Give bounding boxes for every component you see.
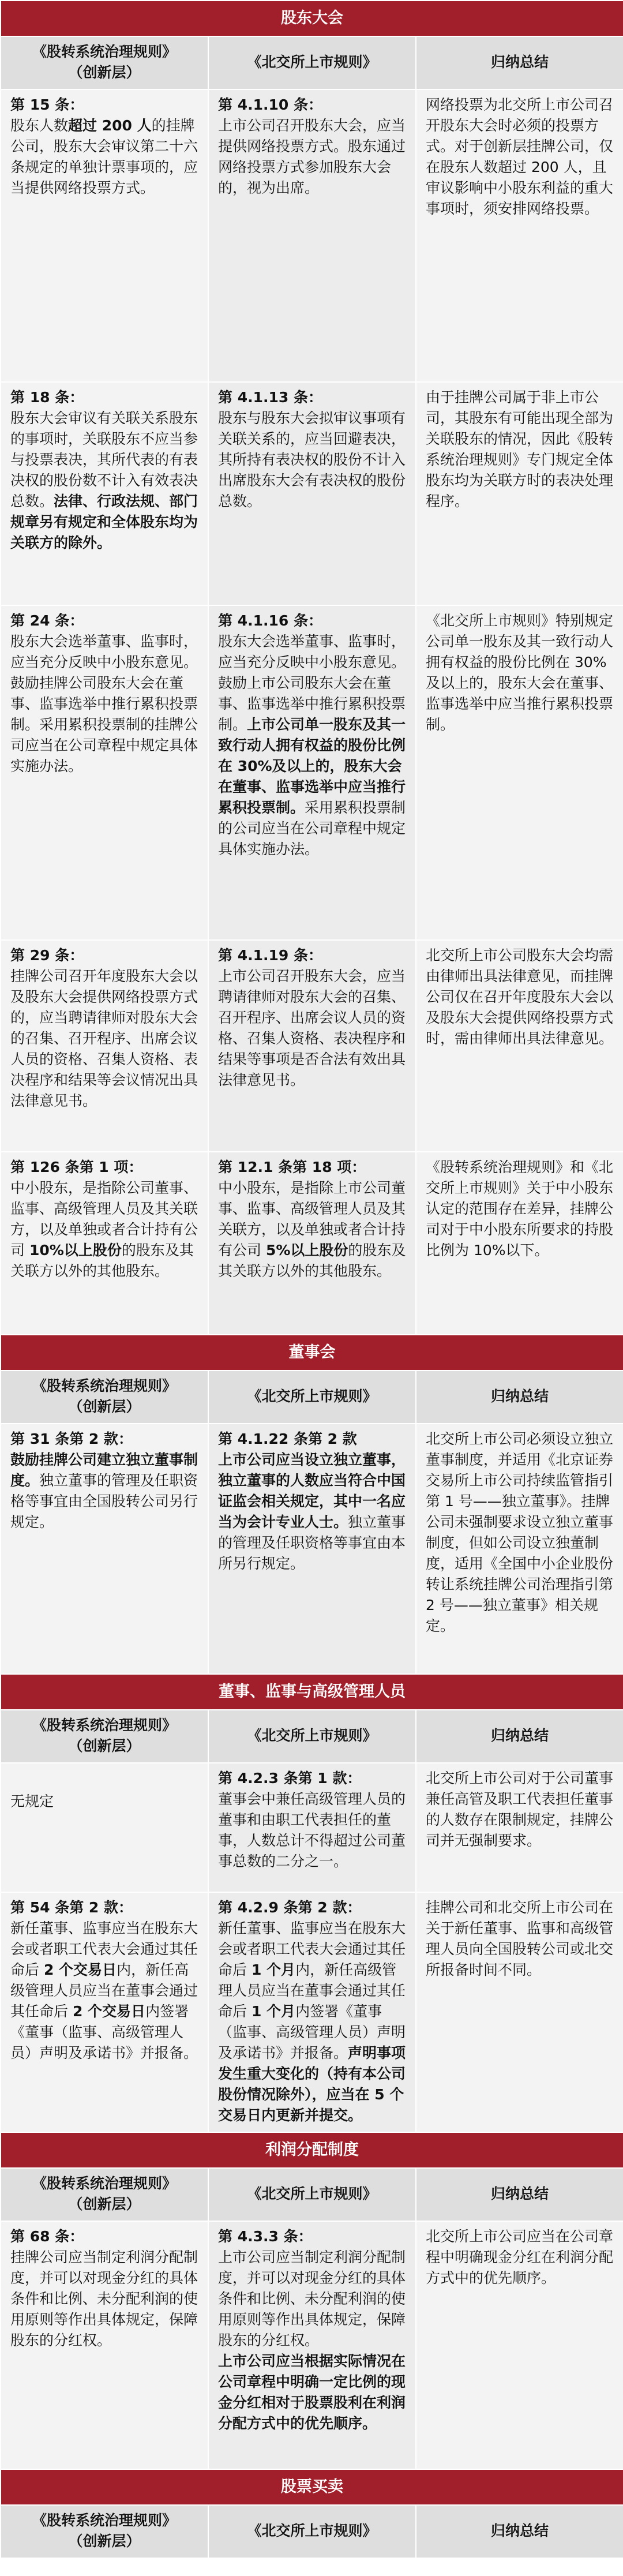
table-row — [1, 2221, 623, 2469]
section-row — [1, 1674, 623, 1710]
section-title: 董事、监事与高级管理人员 — [1, 1674, 623, 1710]
neeq-rule-cell: 第 126 条第 1 项： 中小股东，是指除公司董事、监事、高级管理人员及其关联方，以及单独或者合计持有公司 10%以上股份的股东及其关联方以外的其他股东。 — [1, 1152, 208, 1335]
table-row — [1, 1152, 623, 1335]
bse-rule-cell: 第 4.2.3 条第 1 款： 董事会中兼任高级管理人员的董事和由职工代表担任的董事，人数总计不得超过公司董事总数的二分之一。 — [208, 1763, 416, 1892]
table-row — [1, 89, 623, 382]
summary-cell: 《北交所上市规则》特别规定公司单一股东及其一致行动人拥有权益的股份比例在 30%及以上的，股东大会在董事、监事选举中应当推行累积投票制。 — [416, 605, 623, 940]
header-row — [1, 2505, 623, 2558]
summary-cell: 北交所上市公司必须设立独立董事制度，并适用《北京证券交易所上市公司持续监管指引第 1 号——独立董事》。挂牌公司未强制要求设立独立董事制度，但如公司设立独董制度，适用《全国中小企业股份转让系统挂牌公司治理指引第 2 号——独立董事》相关规定。 — [416, 1424, 623, 1674]
bse-rule-cell: 第 4.3.3 条： 上市公司应当制定利润分配制度，并可以对现金分红的具体条件和比例、未分配利润的使用原则等作出具体规定，保障股东的分红权。 上市公司应当根据实际情况在公司章程中明确一定比例的现金分红相对于股票股利在利润分配方式中的优先顺序。 — [208, 2221, 416, 2469]
neeq-rule-cell: 第 24 条： 股东大会选举董事、监事时，应当充分反映中小股东意见。鼓励挂牌公司股东大会在董事、监事选举中推行累积投票制。采用累积投票制的挂牌公司应当在公司章程中规定具体实施办法。 — [1, 605, 208, 940]
column-header: 《股转系统治理规则》 （创新层） — [1, 36, 208, 89]
header-row — [1, 36, 623, 89]
section-title: 利润分配制度 — [1, 2132, 623, 2168]
neeq-rule-cell: 第 18 条： 股东大会审议有关联关系股东的事项时，关联股东不应当参与投票表决，其所代表的有表决权的股份数不计入有效表决总数。法律、行政法规、部门规章另有规定和全体股东均为关联方的除外。 — [1, 382, 208, 605]
section-title: 股东大会 — [1, 1, 623, 36]
neeq-rule-cell: 第 31 条第 2 款： 鼓励挂牌公司建立独立董事制度。独立董事的管理及任职资格等事宜由全国股转公司另行规定。 — [1, 1424, 208, 1674]
summary-cell: 《股转系统治理规则》和《北交所上市规则》关于中小股东认定的范围存在差异，挂牌公司对于中小股东所要求的持股比例为 10%以下。 — [416, 1152, 623, 1335]
bse-rule-cell: 第 4.1.22 条第 2 款 上市公司应当设立独立董事，独立董事的人数应当符合中国证监会相关规定，其中一名应当为会计专业人士。独立董事的管理及任职资格等事宜由本所另行规定。 — [208, 1424, 416, 1674]
header-row — [1, 2168, 623, 2221]
summary-cell: 北交所上市公司股东大会均需由律师出具法律意见，而挂牌公司仅在召开年度股东大会以及股东大会提供网络投票方式时，需由律师出具法律意见。 — [416, 940, 623, 1152]
summary-cell: 网络投票为北交所上市公司召开股东大会时必须的投票方式。对于创新层挂牌公司，仅在股东人数超过 200 人，且审议影响中小股东利益的重大事项时，须安排网络投票。 — [416, 89, 623, 382]
summary-cell: 北交所上市公司应当在公司章程中明确现金分红在利润分配方式中的优先顺序。 — [416, 2221, 623, 2469]
section-row — [1, 2469, 623, 2505]
column-header: 归纳总结 — [416, 2168, 623, 2221]
header-row — [1, 1710, 623, 1763]
neeq-rule-cell: 第 29 条： 挂牌公司召开年度股东大会以及股东大会提供网络投票方式的，应当聘请律师对股东大会的召集、召开程序、出席会议人员的资格、召集人资格、表决程序和结果等会议情况出具法律意见书。 — [1, 940, 208, 1152]
column-header: 《股转系统治理规则》 （创新层） — [1, 1371, 208, 1424]
bse-rule-cell: 第 4.1.16 条： 股东大会选举董事、监事时，应当充分反映中小股东意见。鼓励上市公司股东大会在董事、监事选举中推行累积投票制。上市公司单一股东及其一致行动人拥有权益的股份比例在 30%及以上的，股东大会在董事、监事选举中应当推行累积投票制。采用累积投票制的公司应当在公司章程中规定具体实施办法。 — [208, 605, 416, 940]
column-header: 《北交所上市规则》 — [208, 2505, 416, 2558]
bse-rule-cell: 第 4.1.19 条： 上市公司召开股东大会，应当聘请律师对股东大会的召集、召开程序、出席会议人员的资格、召集人资格、表决程序和结果等事项是否合法有效出具法律意见书。 — [208, 940, 416, 1152]
column-header: 《股转系统治理规则》 （创新层） — [1, 2505, 208, 2558]
column-header: 《北交所上市规则》 — [208, 2168, 416, 2221]
bse-rule-cell: 第 4.1.10 条： 上市公司召开股东大会，应当提供网络投票方式。股东通过网络投票方式参加股东大会的，视为出席。 — [208, 89, 416, 382]
bse-rule-cell: 第 4.2.9 条第 2 款： 新任董事、监事应当在股东大会或者职工代表大会通过其任命后 1 个月内，新任高级管理人员应当在董事会通过其任命后 1 个月内签署《董事（监事、高级管理人员）声明及承诺书》并报备。声明事项发生重大变化的（持有本公司股份情况除外），应当在 5 个交易日内更新并提交。 — [208, 1892, 416, 2132]
column-header: 《北交所上市规则》 — [208, 1371, 416, 1424]
summary-cell: 由于挂牌公司属于非上市公司，其股东有可能出现全部为关联股东的情况，因此《股转系统治理规则》专门规定全体股东均为关联方时的表决处理程序。 — [416, 382, 623, 605]
table-row — [1, 605, 623, 940]
neeq-rule-cell: 无规定 — [1, 1763, 208, 1892]
column-header: 归纳总结 — [416, 1710, 623, 1763]
column-header: 《北交所上市规则》 — [208, 36, 416, 89]
table-row — [1, 1424, 623, 1674]
table-row — [1, 1892, 623, 2132]
bse-rule-cell: 第 4.1.13 条： 股东与股东大会拟审议事项有关联关系的，应当回避表决，其所持有表决权的股份不计入出席股东大会有表决权的股份总数。 — [208, 382, 416, 605]
bse-rule-cell: 第 12.1 条第 18 项： 中小股东，是指除上市公司董事、监事、高级管理人员及其关联方，以及单独或者合计持有公司 5%以上股份的股东及其关联方以外的其他股东。 — [208, 1152, 416, 1335]
header-row — [1, 1371, 623, 1424]
neeq-rule-cell: 第 68 条： 挂牌公司应当制定利润分配制度，并可以对现金分红的具体条件和比例、未分配利润的使用原则等作出具体规定，保障股东的分红权。 — [1, 2221, 208, 2469]
section-row — [1, 2132, 623, 2168]
column-header: 《股转系统治理规则》 （创新层） — [1, 1710, 208, 1763]
column-header: 归纳总结 — [416, 1371, 623, 1424]
summary-cell: 挂牌公司和北交所上市公司在关于新任董事、监事和高级管理人员向全国股转公司或北交所报备时间不同。 — [416, 1892, 623, 2132]
neeq-rule-cell: 第 15 条： 股东人数超过 200 人的挂牌公司，股东大会审议第二十六条规定的单独计票事项的，应当提供网络投票方式。 — [1, 89, 208, 382]
section-row — [1, 1335, 623, 1371]
table-row — [1, 1763, 623, 1892]
neeq-rule-cell: 第 54 条第 2 款： 新任董事、监事应当在股东大会或者职工代表大会通过其任命后 2 个交易日内，新任高级管理人员应当在董事会通过其任命后 2 个交易日内签署《董事（监事、高级管理人员）声明及承诺书》并报备。 — [1, 1892, 208, 2132]
column-header: 《北交所上市规则》 — [208, 1710, 416, 1763]
column-header: 归纳总结 — [416, 2505, 623, 2558]
table-row — [1, 940, 623, 1152]
table-row — [1, 382, 623, 605]
column-header: 《股转系统治理规则》 （创新层） — [1, 2168, 208, 2221]
summary-cell: 北交所上市公司对于公司董事兼任高管及职工代表担任董事的人数存在限制规定，挂牌公司并无强制要求。 — [416, 1763, 623, 1892]
section-title: 股票买卖 — [1, 2469, 623, 2505]
section-title: 董事会 — [1, 1335, 623, 1371]
column-header: 归纳总结 — [416, 36, 623, 89]
section-row — [1, 1, 623, 36]
